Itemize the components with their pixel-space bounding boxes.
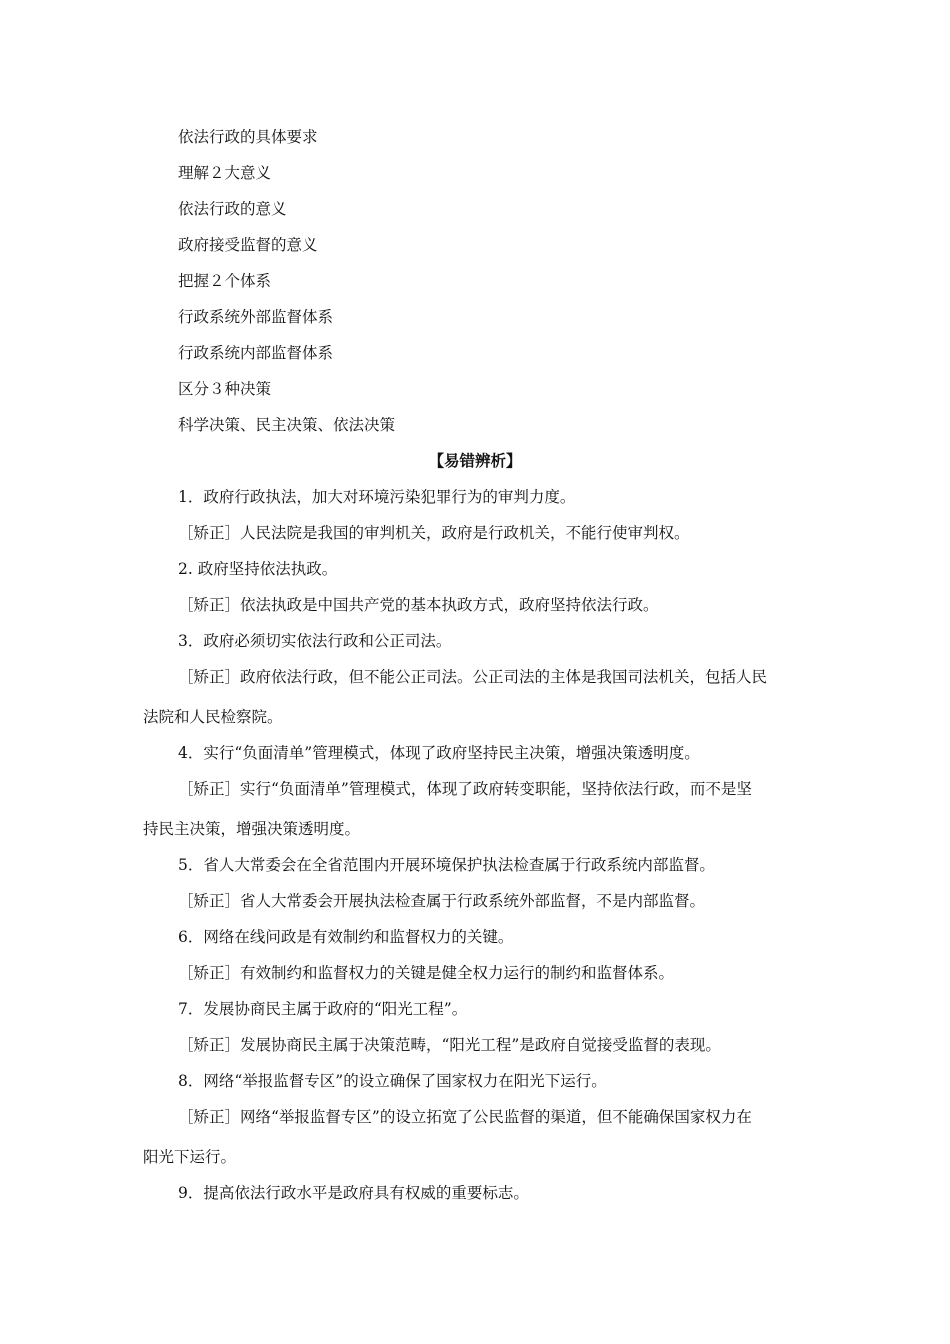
error-statement: 1．政府行政执法，加大对环境污染犯罪行为的审判力度。 bbox=[178, 488, 576, 506]
error-statement: 2. 政府坚持依法执政。 bbox=[178, 560, 338, 578]
correction-continued: 法院和人民检察院。 bbox=[143, 708, 283, 726]
error-statement: 4．实行“负面清单”管理模式，体现了政府坚持民主决策，增强决策透明度。 bbox=[178, 744, 700, 762]
outline-line: 区分３种决策 bbox=[178, 380, 272, 398]
outline-line: 行政系统内部监督体系 bbox=[178, 344, 334, 362]
outline-line: 理解２大意义 bbox=[178, 164, 272, 182]
correction-continued: 持民主决策，增强决策透明度。 bbox=[143, 820, 361, 838]
error-statement: 3．政府必须切实依法行政和公正司法。 bbox=[178, 632, 452, 650]
outline-line: 依法行政的意义 bbox=[178, 200, 287, 218]
error-statement: 8．网络“举报监督专区”的设立确保了国家权力在阳光下运行。 bbox=[178, 1072, 607, 1090]
correction: ［矫正］有效制约和监督权力的关键是健全权力运行的制约和监督体系。 bbox=[178, 964, 675, 982]
error-statement: 6．网络在线问政是有效制约和监督权力的关键。 bbox=[178, 928, 514, 946]
correction: ［矫正］人民法院是我国的审判机关，政府是行政机关，不能行使审判权。 bbox=[178, 524, 690, 542]
outline-line: 依法行政的具体要求 bbox=[178, 128, 318, 146]
section-title: 【易错辨析】 bbox=[428, 451, 522, 470]
error-statement: 9．提高依法行政水平是政府具有权威的重要标志。 bbox=[178, 1184, 529, 1202]
outline-line: 政府接受监督的意义 bbox=[178, 236, 318, 254]
outline-line: 科学决策、民主决策、依法决策 bbox=[178, 416, 396, 434]
correction: ［矫正］网络“举报监督专区”的设立拓宽了公民监督的渠道，但不能确保国家权力在 bbox=[178, 1108, 752, 1126]
correction: ［矫正］政府依法行政，但不能公正司法。公正司法的主体是我国司法机关，包括人民 bbox=[178, 668, 768, 686]
correction-continued: 阳光下运行。 bbox=[143, 1148, 237, 1166]
correction: ［矫正］省人大常委会开展执法检查属于行政系统外部监督，不是内部监督。 bbox=[178, 892, 706, 910]
outline-line: 把握２个体系 bbox=[178, 272, 272, 290]
correction: ［矫正］依法执政是中国共产党的基本执政方式，政府坚持依法行政。 bbox=[178, 596, 659, 614]
error-statement: 5．省人大常委会在全省范围内开展环境保护执法检查属于行政系统内部监督。 bbox=[178, 856, 715, 874]
correction: ［矫正］实行“负面清单”管理模式，体现了政府转变职能，坚持依法行政，而不是坚 bbox=[178, 780, 752, 798]
error-statement: 7．发展协商民主属于政府的“阳光工程”。 bbox=[178, 1000, 468, 1018]
outline-line: 行政系统外部监督体系 bbox=[178, 308, 334, 326]
correction: ［矫正］发展协商民主属于决策范畴，“阳光工程”是政府自觉接受监督的表现。 bbox=[178, 1036, 721, 1054]
